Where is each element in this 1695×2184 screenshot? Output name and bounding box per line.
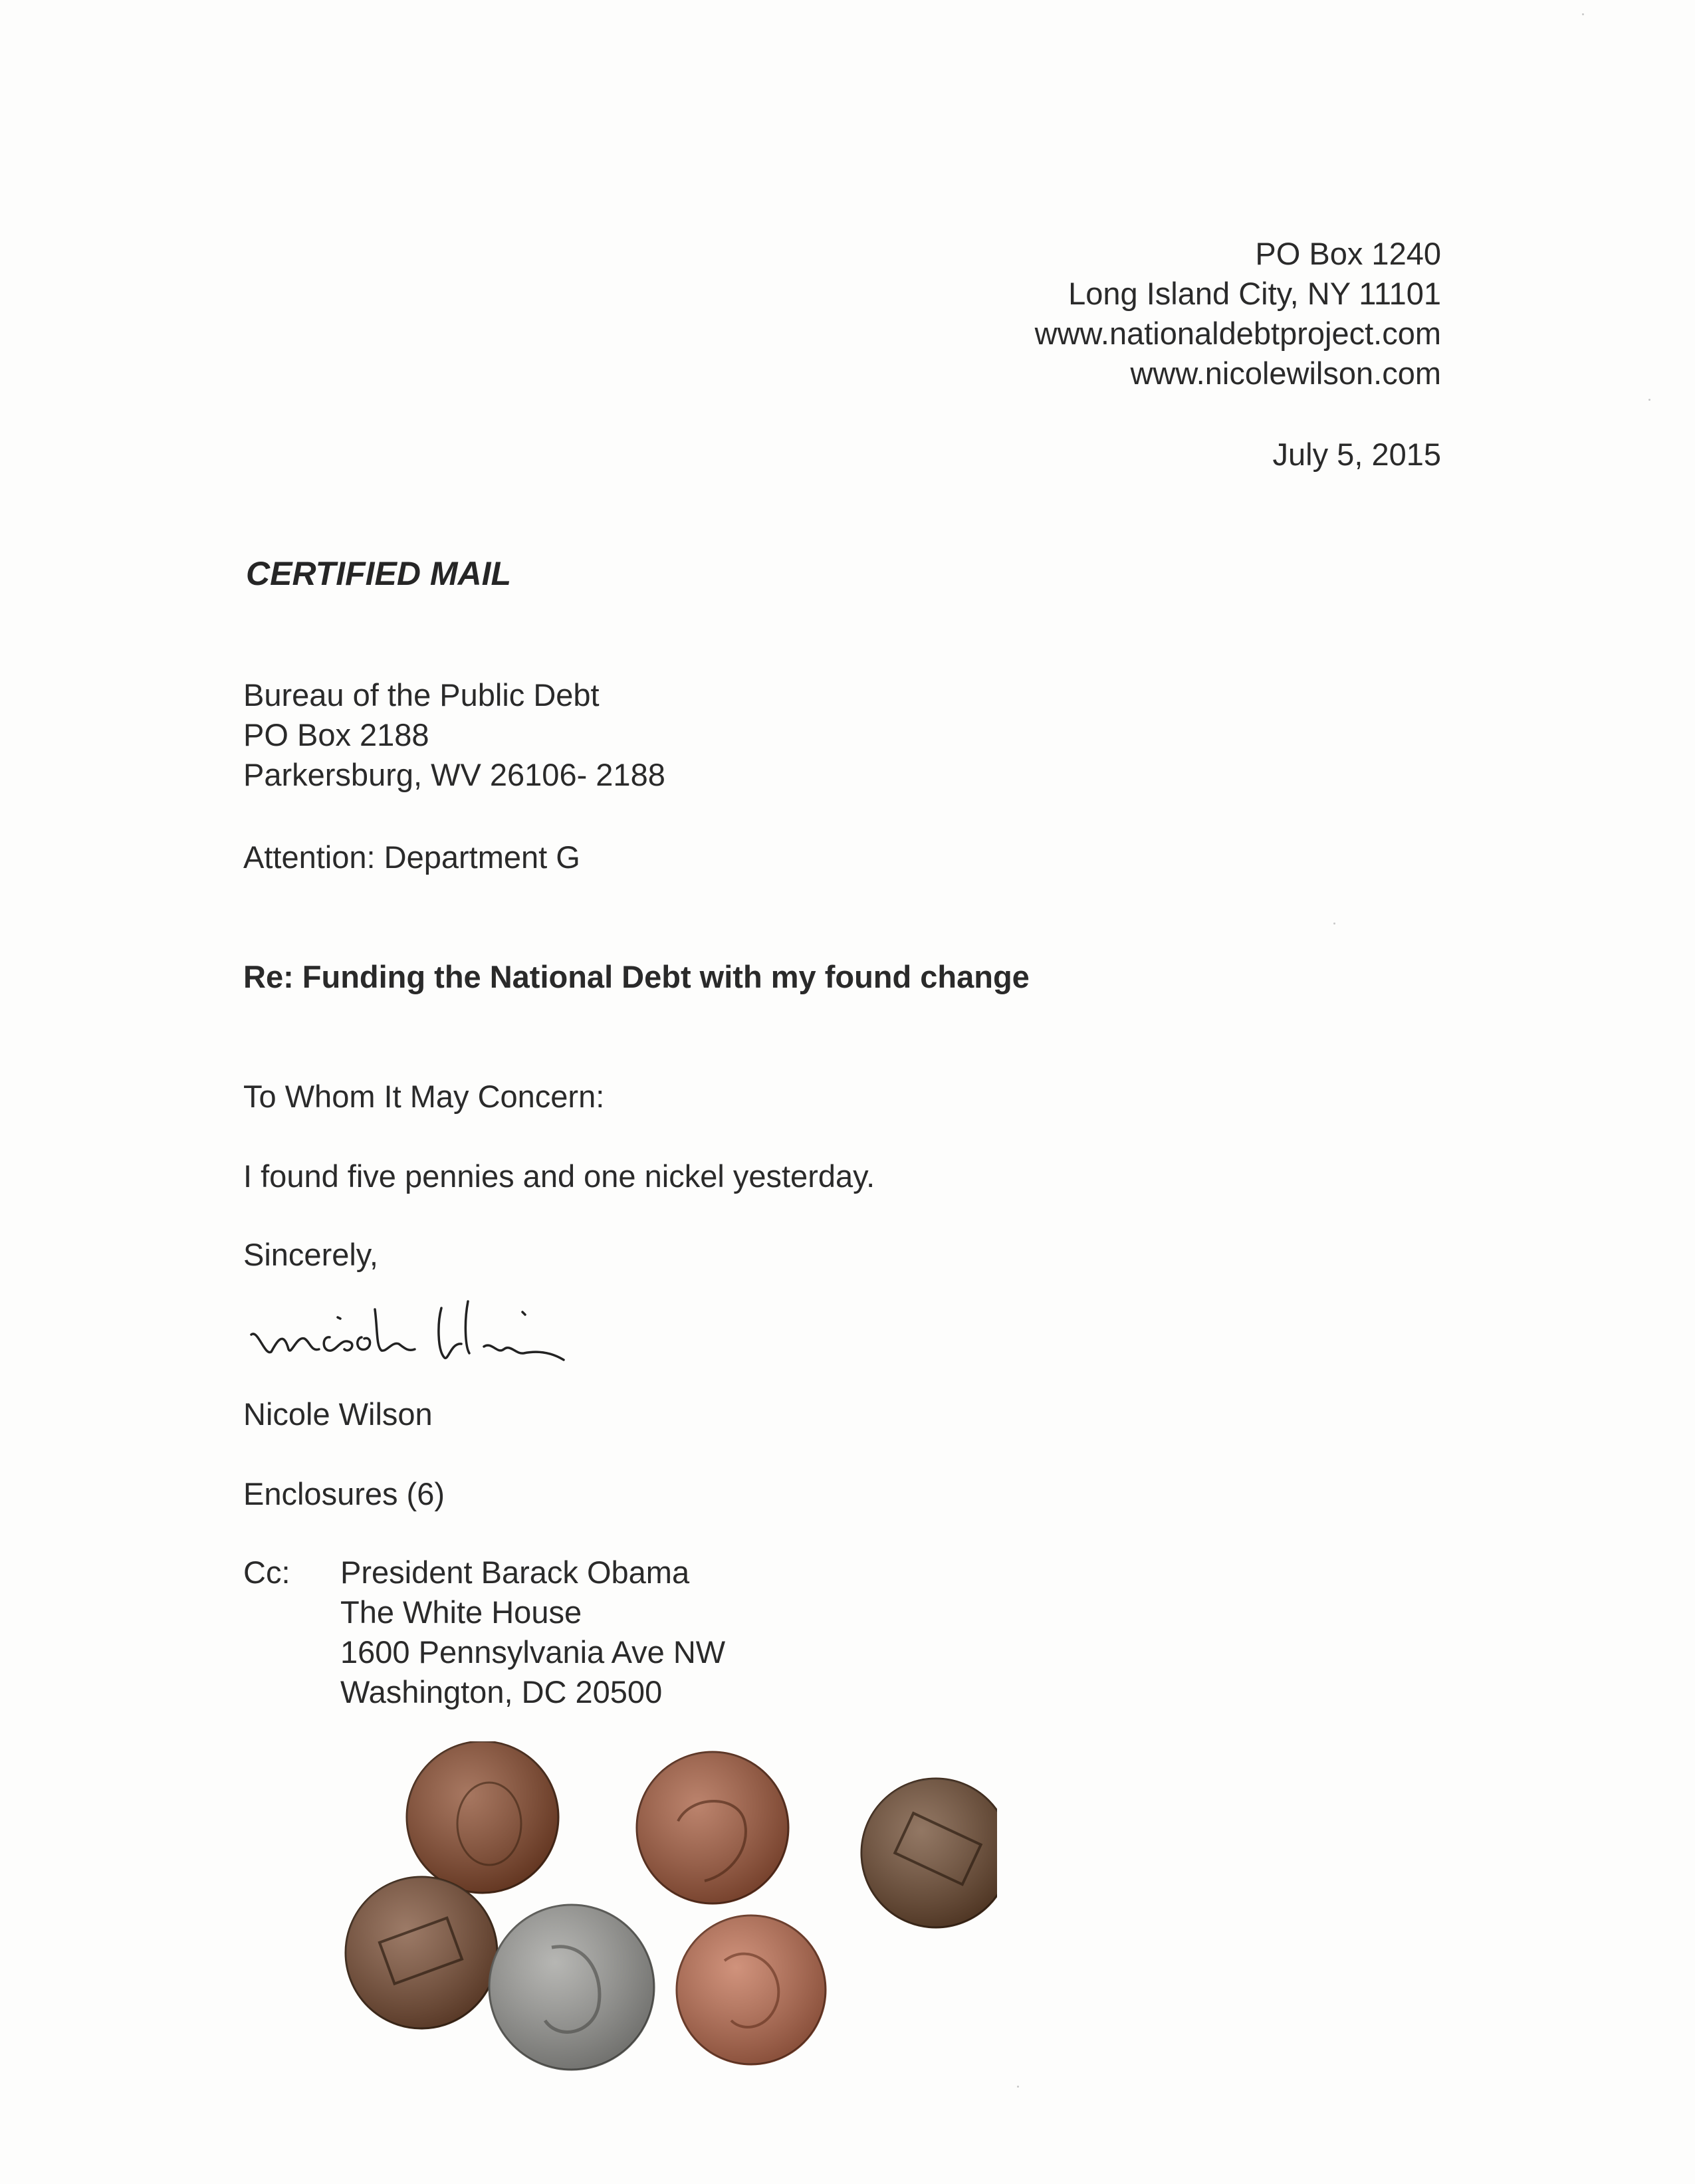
- cc-address: [340, 1553, 725, 1712]
- penny-coin-2: [637, 1752, 788, 1904]
- penny-coin-3: [861, 1779, 997, 1927]
- cc-label: Cc:: [243, 1555, 290, 1590]
- recipient-city: Parkersburg, WV 26106- 2188: [243, 757, 665, 792]
- certified-mail-heading: CERTIFIED MAIL: [246, 555, 512, 592]
- cc-line-place: The White House: [340, 1594, 582, 1630]
- sender-city: Long Island City, NY 11101: [1068, 276, 1441, 311]
- cc-line-city: Washington, DC 20500: [340, 1674, 663, 1709]
- penny-coin-1: [407, 1741, 558, 1893]
- letter-date: July 5, 2015: [1272, 437, 1441, 472]
- penny-coin-5: [677, 1915, 826, 2064]
- sender-website-1: www.nationaldebtproject.com: [1034, 316, 1441, 351]
- enclosed-coins: [332, 1741, 997, 2077]
- attention-line: Attention: Department G: [243, 839, 580, 875]
- cc-line-street: 1600 Pennsylvania Ave NW: [340, 1634, 726, 1670]
- sender-website-2: www.nicolewilson.com: [1130, 356, 1441, 391]
- scan-speck: [1017, 2086, 1019, 2088]
- penny-coin-4: [346, 1877, 497, 2028]
- salutation: To Whom It May Concern:: [243, 1079, 605, 1114]
- nickel-coin: [489, 1905, 654, 2070]
- enclosures-note: Enclosures (6): [243, 1476, 445, 1511]
- recipient-address: [243, 675, 665, 795]
- subject-line: Re: Funding the National Debt with my found change: [243, 959, 1030, 994]
- cc-line-name: President Barack Obama: [340, 1555, 690, 1590]
- signer-name: Nicole Wilson: [243, 1396, 433, 1432]
- handwritten-signature: [245, 1283, 617, 1386]
- sender-address: [1035, 234, 1441, 393]
- letter-body: I found five pennies and one nickel yesterday.: [243, 1158, 875, 1194]
- scan-speck: [1648, 399, 1650, 401]
- recipient-name: Bureau of the Public Debt: [243, 677, 600, 712]
- scan-speck: [1582, 13, 1584, 15]
- closing: Sincerely,: [243, 1237, 378, 1272]
- scan-speck: [1333, 923, 1335, 925]
- recipient-po-box: PO Box 2188: [243, 717, 429, 752]
- sender-po-box: PO Box 1240: [1255, 236, 1441, 271]
